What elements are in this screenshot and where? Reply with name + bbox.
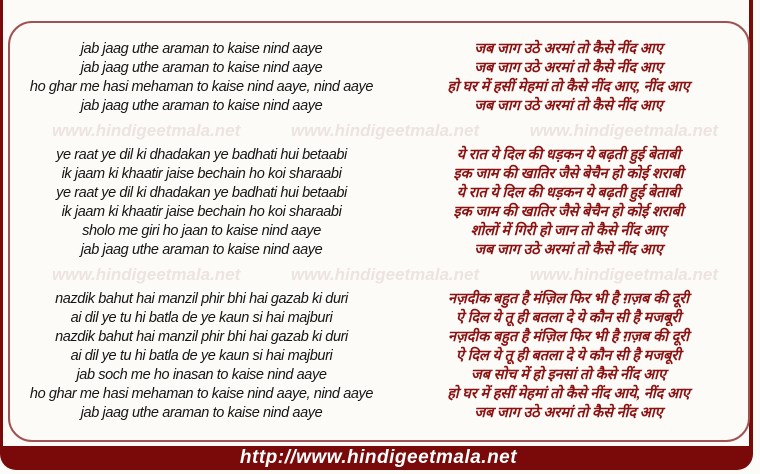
watermark-text: www.hindigeetmala.net [290,121,480,140]
footer-bar [0,446,757,470]
lyrics-line-row [18,97,752,116]
lyrics-line-row [18,40,752,59]
lyrics-line-row [18,404,752,423]
lyrics-line-row [18,78,752,97]
lyrics-line-row [18,347,752,366]
watermark-text: www.hindigeetmala.net [52,265,241,284]
lyrics-latin: ai dil ye tu hi batla de ye kaun si hai majburi [70,348,333,364]
lyrics-latin: jab soch me ho inasan to kaise nind aaye [76,367,327,383]
lyrics-hindi: जब जाग उठे अरमां तो कैसे नींद आए [474,60,663,76]
lyrics-line-row [18,309,752,328]
lyrics-line-row [18,241,752,260]
lyrics-latin: sholo me giri ho jaan to kaise nind aaye [82,223,321,239]
lyrics-latin: ai dil ye tu hi batla de ye kaun si hai majburi [70,310,333,326]
lyrics-hindi: इक जाम की खातिर जैसे बेचैन हो कोई शराबी [453,166,684,182]
lyrics-latin: ye raat ye dil ki dhadakan ye badhati hui betaabi [56,147,347,163]
lyrics-hindi: नज़दीक बहुत है मंज़िल फिर भी है ग़ज़ब की दूरी [448,329,689,345]
lyrics-hindi: हो घर में हसीं मेहमां तो कैसे नींद आए, नींद आए [447,79,690,95]
lyrics-line-row [18,184,752,203]
lyrics-hindi: शोलों में गिरी हो जान तो कैसे नींद आए [470,223,667,239]
stanza-3 [18,290,752,423]
stanza-2 [18,146,752,260]
lyrics-hindi: जब जाग उठे अरमां तो कैसे नींद आए [474,98,663,114]
lyrics-line-row [18,59,752,78]
watermark-text: www.hindigeetmala.net [52,121,241,140]
lyrics-latin: ik jaam ki khaatir jaise bechain ho koi sharaabi [61,166,342,182]
lyrics-latin: jab jaag uthe araman to kaise nind aaye [80,405,323,421]
lyrics-line-row [18,290,752,309]
lyrics-line-row [18,203,752,222]
lyrics-hindi: नज़दीक बहुत है मंज़िल फिर भी है ग़ज़ब की दूरी [448,291,689,307]
lyrics-line-row [18,222,752,241]
lyrics-latin: jab jaag uthe araman to kaise nind aaye [80,41,323,57]
watermark-row [18,265,752,285]
watermark-row [18,121,752,141]
lyrics-line-row [18,146,752,165]
lyrics-hindi: जब सोच में हो इनसां तो कैसे नींद आए [471,367,666,383]
lyrics-content [18,40,752,423]
lyrics-latin: jab jaag uthe araman to kaise nind aaye [80,60,323,76]
lyrics-hindi: ये रात ये दिल की धड़कन ये बढ़ती हुई बेताबी [456,147,681,163]
footer-site-url: http://www.hindigeetmala.net [239,447,518,468]
lyrics-hindi: जब जाग उठे अरमां तो कैसे नींद आए [474,405,663,421]
watermark-text: www.hindigeetmala.net [529,121,718,140]
lyrics-latin: nazdik bahut hai manzil phir bhi hai gazab ki duri [55,291,348,307]
lyrics-hindi: जब जाग उठे अरमां तो कैसे नींद आए [474,242,663,258]
lyrics-latin: jab jaag uthe araman to kaise nind aaye [80,98,323,114]
lyrics-hindi: हो घर में हसीं मेहमां तो कैसे नींद आये, नींद आए [447,386,690,402]
lyrics-line-row [18,366,752,385]
lyrics-line-row [18,328,752,347]
lyrics-latin: ho ghar me hasi mehaman to kaise nind aaye, nind aaye [29,79,374,95]
lyrics-hindi: ऐ दिल ये तू ही बतला दे ये कौन सी है मजबूरी [455,348,682,364]
lyrics-latin: ye raat ye dil ki dhadakan ye badhati hui betaabi [56,185,347,201]
lyrics-latin: ik jaam ki khaatir jaise bechain ho koi sharaabi [61,204,342,220]
lyrics-hindi: ये रात ये दिल की धड़कन ये बढ़ती हुई बेताबी [456,185,681,201]
lyrics-latin: nazdik bahut hai manzil phir bhi hai gazab ki duri [55,329,348,345]
stanza-1 [18,40,752,116]
watermark-text: www.hindigeetmala.net [529,265,718,284]
lyrics-line-row [18,385,752,404]
lyrics-line-row [18,165,752,184]
lyrics-latin: jab jaag uthe araman to kaise nind aaye [80,242,323,258]
watermark-text: www.hindigeetmala.net [290,265,480,284]
lyrics-hindi: जब जाग उठे अरमां तो कैसे नींद आए [474,41,663,57]
lyrics-latin: ho ghar me hasi mehaman to kaise nind aaye, nind aaye [29,386,374,402]
lyrics-hindi: ऐ दिल ये तू ही बतला दे ये कौन सी है मजबूरी [455,310,682,326]
lyrics-hindi: इक जाम की खातिर जैसे बेचैन हो कोई शराबी [453,204,684,220]
